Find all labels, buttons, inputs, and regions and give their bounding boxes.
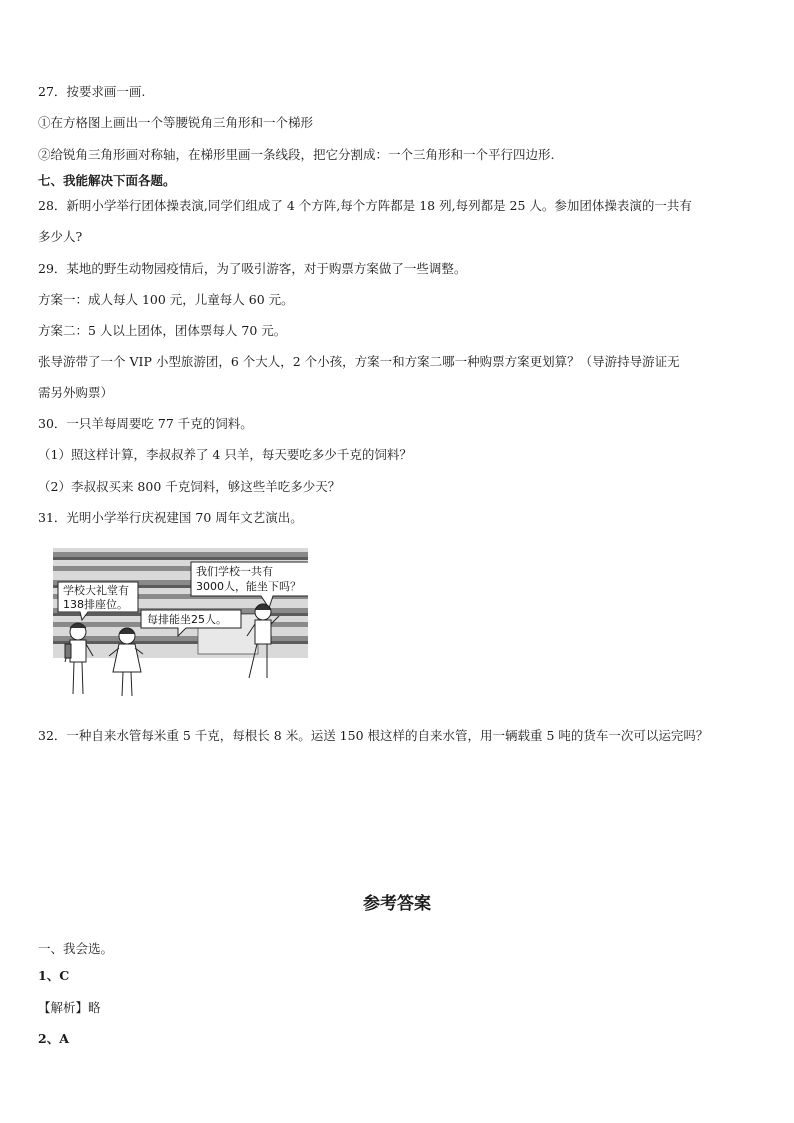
section-7-heading: 七、我能解决下面各题。: [38, 173, 176, 188]
q29-question-2: 需另外购票）: [38, 385, 114, 400]
q27-stem: 27．按要求画一画.: [38, 84, 146, 99]
q32-text: 32．一种自来水管每米重 5 千克，每根长 8 米。运送 150 根这样的自来水管，用一辆载重 5 吨的货车一次可以运完吗？: [38, 728, 709, 743]
q29-plan-2: 方案二：5 人以上团体，团体票每人 70 元。: [38, 323, 287, 338]
q28-line-1: 28．新明小学举行团体操表演,同学们组成了 4 个方阵,每个方阵都是 18 列,每列都是 25 人。参加团体操表演的一共有: [38, 198, 692, 213]
q31-stem: 31．光明小学举行庆祝建国 70 周年文艺演出。: [38, 510, 303, 525]
answers-title: 参考答案: [363, 894, 431, 914]
bubble-left-line-2: 138排座位。: [63, 598, 128, 611]
answer-1-analysis: 【解析】略: [38, 1000, 101, 1015]
q29-plan-1: 方案一：成人每人 100 元，儿童每人 60 元。: [38, 292, 294, 307]
q27-item-1: ①在方格图上画出一个等腰锐角三角形和一个梯形: [38, 115, 314, 130]
bubble-right-line-1: 我们学校一共有: [196, 565, 273, 578]
answer-2: 2、A: [38, 1031, 69, 1046]
q29-stem: 29．某地的野生动物园疫情后，为了吸引游客，对于购票方案做了一些调整。: [38, 261, 467, 276]
bubble-left-line-1: 学校大礼堂有: [63, 584, 129, 597]
q30-sub-2: （2）李叔叔买来 800 千克饲料，够这些羊吃多少天？: [38, 479, 341, 494]
q30-stem: 30．一只羊每周要吃 77 千克的饲料。: [38, 416, 253, 431]
q29-question-1: 张导游带了一个 VIP 小型旅游团，6 个大人，2 个小孩，方案一和方案二哪一种购票方案更划算？（导游持导游证无: [38, 354, 680, 369]
q30-sub-1: （1）照这样计算，李叔叔养了 4 只羊，每天要吃多少千克的饲料？: [38, 447, 412, 462]
auditorium-illustration: [53, 544, 308, 706]
q28-line-2: 多少人?: [38, 229, 83, 244]
q27-item-2: ②给锐角三角形画对称轴，在梯形里画一条线段，把它分割成：一个三角形和一个平行四边形.: [38, 147, 555, 162]
answers-section-1: 一、我会选。: [38, 941, 114, 956]
bubble-mid-text: 每排能坐25人。: [147, 613, 227, 626]
answer-1: 1、C: [38, 968, 70, 983]
bubble-right-line-2: 3000人，能坐下吗？: [196, 580, 301, 593]
